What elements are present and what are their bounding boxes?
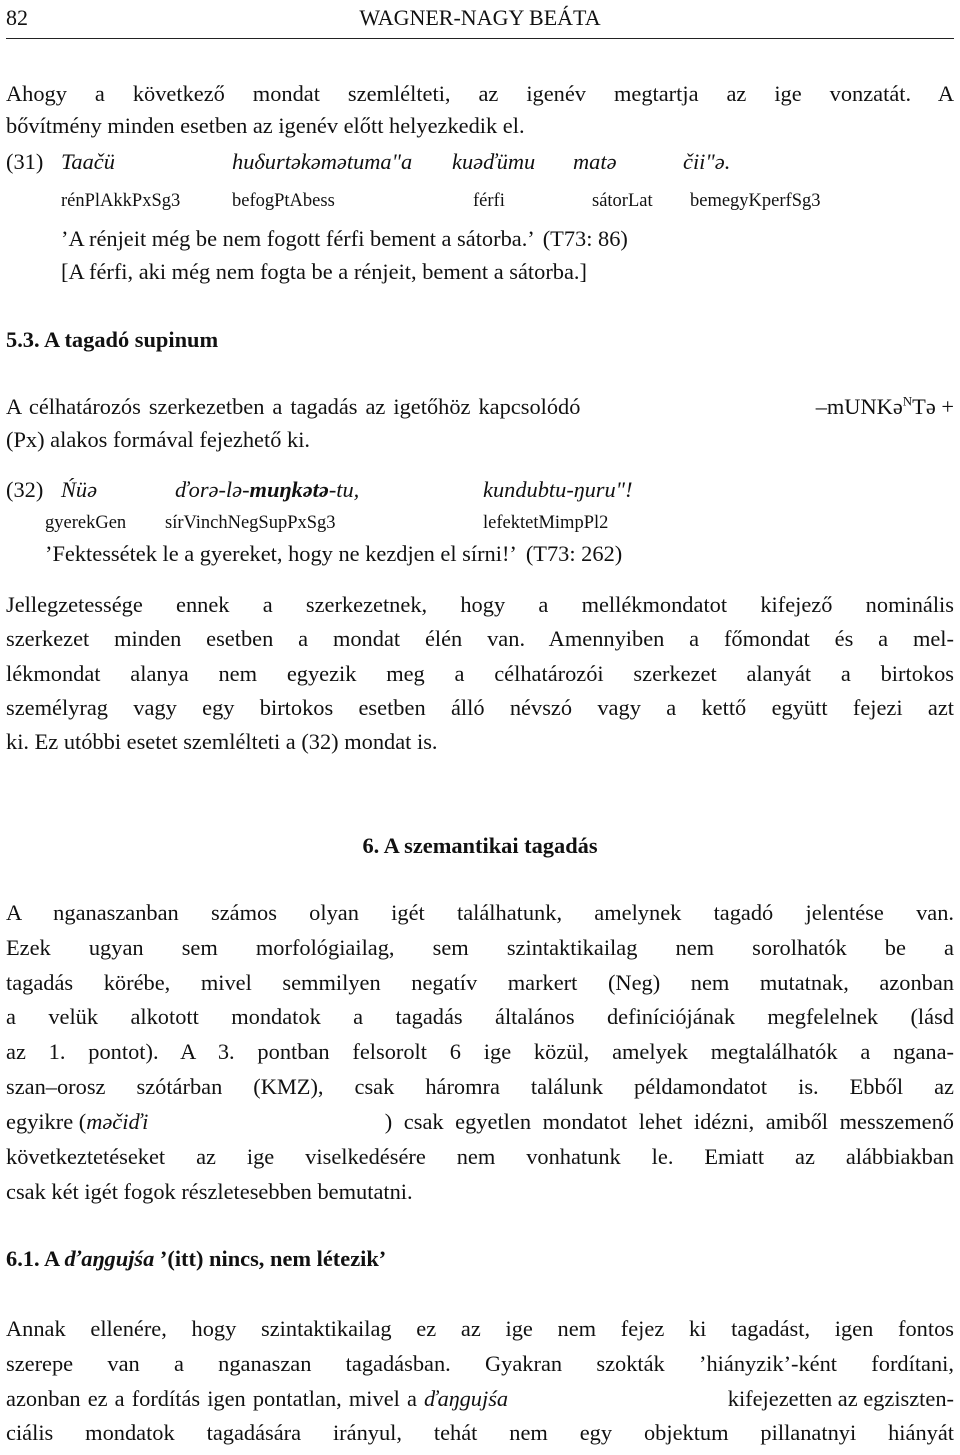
para-c-line: azonban ez a fordítás igen pontatlan, mivel a ďaŋgujśa kifejezetten az egziszten-	[6, 1386, 954, 1411]
example-word: Taačü	[61, 149, 115, 174]
para-53-line-1	[6, 394, 954, 420]
para-c-line: Annak ellenére, hogy szintaktikailag ez az ige nem fejez ki tagadást, igen fontos	[6, 1316, 954, 1341]
page-number: 82	[6, 5, 28, 30]
source-reference: (T73: 86)	[542, 226, 628, 251]
translation-text: ’A rénjeit még be nem fogott férfi bement a sátorba.’	[61, 226, 534, 251]
source-reference: (T73: 262)	[525, 541, 623, 566]
para-b-line: az 1. pontot). A 3. pontban felsorolt 6 ige közül, amelyek megtalálhatók a ngana-	[6, 1039, 954, 1064]
example-number: (31)	[6, 149, 44, 174]
running-header	[6, 2, 954, 39]
para-b-line: a velük alkotott mondatok a tagadás általános definíciójának megfelelnek (lásd	[6, 1004, 954, 1029]
suffix-formula: –mUNKə$^N$Tə +	[815, 393, 954, 419]
section-heading: 6. A szemantikai tagadás	[362, 833, 598, 858]
gloss-word: befogPtAbess	[232, 191, 335, 211]
example-word: matə	[573, 149, 617, 174]
para-b-line: egyikre (məčiďi ) csak egyetlen mondatot lehet idézni, amiből messzemenő	[6, 1109, 954, 1134]
gloss-word: férfi	[473, 191, 505, 211]
para-b-line: csak két igét fogok részletesebben bemutatni.	[6, 1179, 413, 1204]
para-c-line: ciális mondatok tagadására irányul, tehát nem egy objektum pillanatnyi hiányát	[6, 1420, 954, 1445]
para-53-line-2: (Px) alakos formával fejezhető ki.	[6, 427, 311, 452]
section-heading: 6.1. A ďaŋgujśa ’(itt) nincs, nem létezik’	[6, 1246, 387, 1271]
gloss-word: sírVinchNegSupPxSg3	[165, 513, 336, 533]
running-title: WAGNER-NAGY BEÁTA	[359, 5, 601, 30]
para-b-line: A nganaszanban számos olyan igét találhatunk, amelynek tagadó jelentése van.	[6, 900, 954, 925]
para-c-line: szerepe van a nganaszan tagadásban. Gyakran szokták ’hiányzik’-ként fordítani,	[6, 1351, 954, 1376]
example-word: Ńüə	[61, 477, 98, 502]
para-a-line: ki. Ez utóbbi esetet szemlélteti a (32) mondat is.	[6, 729, 438, 754]
gloss-word: sátorLat	[592, 191, 653, 211]
inline-term: ďaŋgujśa	[423, 1386, 509, 1411]
para-a-line: lékmondat alanya nem egyezik meg a célhatározói szerkezet alanyát a birtokos	[6, 661, 954, 686]
para-b-line: Ezek ugyan sem morfológiailag, sem szintaktikailag nem sorolhatók be a	[6, 935, 954, 960]
para-b-line: következtetéseket az ige viselkedésére nem vonhatunk le. Emiatt az alábbiakban	[6, 1144, 954, 1169]
para-a-line: személyrag vagy egy birtokos esetben álló névszó vagy a kettő együtt fejezi azt	[6, 695, 954, 720]
gloss-word: lefektetMimpPl2	[483, 513, 609, 533]
intro-line-2: bővítmény minden esetben az igenév előtt helyezkedik el.	[6, 113, 525, 138]
gloss-word: rénPlAkkPxSg3	[61, 191, 181, 211]
para-b-line: tagadás körébe, mivel semmilyen negatív markert (Neg) nem mutatnak, azonban	[6, 970, 954, 995]
para-a-line: szerkezet minden esetben a mondat élén van. Amennyiben a főmondat és a mel-	[6, 626, 954, 651]
example-word: ďorə-lə-muŋkətə-tu,	[175, 477, 360, 502]
example-word: čii"ə.	[683, 149, 731, 174]
inline-term: məčiďi	[86, 1109, 149, 1134]
text: A célhatározós szerkezetben a tagadás az igetőhöz kapcsolódó	[6, 394, 581, 419]
translation	[61, 226, 628, 252]
example-word: kuəďümu	[452, 149, 536, 174]
gloss-word: bemegyKperfSg3	[690, 191, 821, 211]
example-word: kundubtu-ŋuru"!	[483, 477, 633, 502]
gloss-word: gyerekGen	[45, 513, 127, 533]
intro-line-1: Ahogy a következő mondat szemlélteti, az igenév megtartja az ige vonzatát. A	[6, 81, 954, 106]
para-a-line: Jellegzetessége ennek a szerkezetnek, hogy a mellékmondatot kifejező nominális	[6, 592, 954, 617]
para-b-line: szan–orosz szótárban (KMZ), csak háromra találunk példamondatot is. Ebből az	[6, 1074, 954, 1099]
example-number: (32)	[6, 477, 44, 502]
section-heading: 5.3. A tagadó supinum	[6, 327, 219, 352]
translation-text: ’Fektessétek le a gyereket, hogy ne kezdjen el sírni!’	[45, 541, 516, 566]
example-word: huδurtəkəmətuma"a	[232, 149, 413, 174]
translation	[45, 541, 622, 567]
free-gloss: [A férfi, aki még nem fogta be a rénjeit, bement a sátorba.]	[61, 259, 587, 284]
